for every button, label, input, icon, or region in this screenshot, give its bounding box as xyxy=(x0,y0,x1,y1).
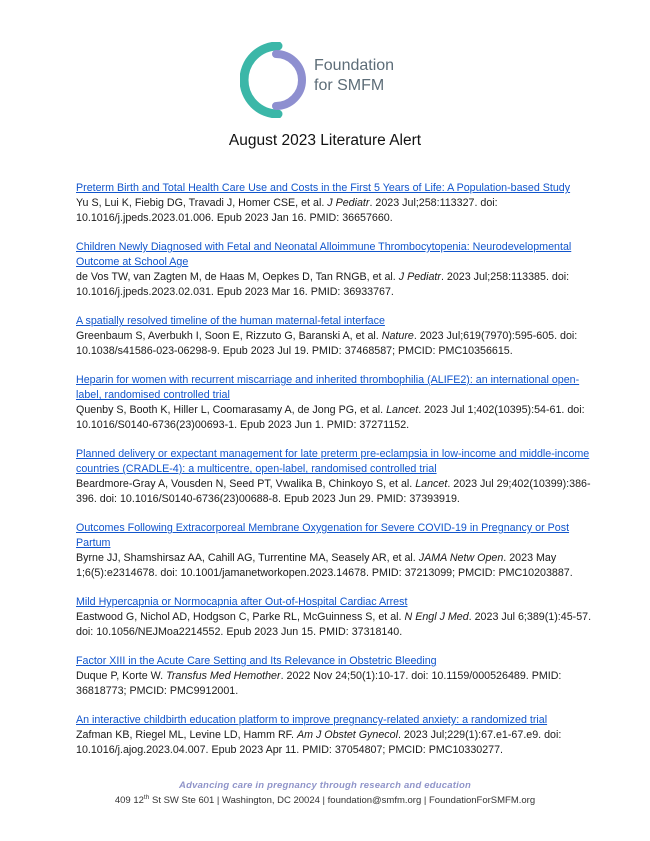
address-rest: St SW Ste 601 | Washington, DC 20024 | foundation@smfm.org | FoundationForSMFM.org xyxy=(149,795,536,807)
citation-details: . 2023 May 1;6(5):e2314678. doi: 10.1001/jamanetworkopen.2023.14678. PMID: 37213099; PMCID: PMC10203887. xyxy=(76,552,573,579)
article-link[interactable]: Preterm Birth and Total Health Care Use and Costs in the First 5 Years of Life: A Population-based Study xyxy=(76,182,571,194)
citation xyxy=(76,552,573,579)
article-link[interactable]: Children Newly Diagnosed with Fetal and Neonatal Alloimmune Thrombocytopenia: Neurodevelopmental Outcome at School Age xyxy=(76,241,572,268)
citation-details: . 2023 Jul;258:113327. doi: 10.1016/j.jpeds.2023.01.006. Epub 2023 Jan 16. PMID: 36657660. xyxy=(76,197,498,224)
address-number: 409 12 xyxy=(114,795,144,807)
foundation-logo xyxy=(240,42,420,118)
literature-list xyxy=(76,181,596,772)
citation-authors: Quenby S, Booth K, Hiller L, Coomarasamy A, de Jong PG, et al. xyxy=(76,404,384,416)
page-title: August 2023 Literature Alert xyxy=(228,132,422,149)
citation-details: . 2023 Jul 6;389(1):45-57. doi: 10.1056/NEJMoa2214552. Epub 2023 Jun 15. PMID: 37318140. xyxy=(76,611,592,638)
literature-entry xyxy=(76,447,596,507)
logo-line-1: Foundation xyxy=(314,57,395,74)
literature-entry xyxy=(76,595,596,640)
citation xyxy=(76,330,577,357)
citation-authors: Zafman KB, Riegel ML, Levine LD, Hamm RF. xyxy=(76,729,294,741)
citation-journal: Lancet xyxy=(386,404,419,416)
citation-journal: J Pediatr xyxy=(398,271,441,283)
article-link[interactable]: A spatially resolved timeline of the human maternal-fetal interface xyxy=(76,315,385,327)
article-link[interactable]: Outcomes Following Extracorporeal Membrane Oxygenation for Severe COVID-19 in Pregnancy or Post Partum xyxy=(76,522,570,549)
article-link[interactable]: An interactive childbirth education platform to improve pregnancy-related anxiety: a randomized trial xyxy=(76,714,548,726)
citation-details: . 2023 Jul;619(7970):595-605. doi: 10.1038/s41586-023-06298-9. Epub 2023 Jul 19. PMID: 37468587; PMCID: PMC10356615. xyxy=(76,330,578,357)
citation-journal: Nature xyxy=(381,330,414,342)
citation-journal: Am J Obstet Gynecol xyxy=(296,729,398,741)
literature-entry xyxy=(76,654,596,699)
citation xyxy=(76,729,561,756)
citation-details: . 2023 Jul 1;402(10395):54-61. doi: 10.1016/S0140-6736(23)00693-1. Epub 2023 Jun 1. PMID: 37271152. xyxy=(76,404,585,431)
citation-journal: Lancet xyxy=(415,478,448,490)
citation-details: . 2023 Jul 29;402(10399):386-396. doi: 10.1016/S0140-6736(23)00688-8. Epub 2023 Jun 29. PMID: 37393919. xyxy=(76,478,591,505)
citation xyxy=(76,404,585,431)
logo-text xyxy=(314,56,394,96)
logo-line-2: for SMFM xyxy=(314,77,385,94)
citation-authors: Duque P, Korte W. xyxy=(76,670,164,682)
citation-authors: Beardmore-Gray A, Vousden N, Seed PT, Vwalika B, Chinkoyo S, et al. xyxy=(76,478,413,490)
literature-entry xyxy=(76,373,596,433)
footer-address xyxy=(0,794,650,806)
citation-authors: Greenbaum S, Averbukh I, Soon E, Rizzuto G, Baranski A, et al. xyxy=(76,330,379,342)
footer-tagline: Advancing care in pregnancy through research and education xyxy=(179,780,471,791)
article-link[interactable]: Planned delivery or expectant management for late preterm pre-eclampsia in low-income and middle-income countries (CRADLE-4): a multicentre, open-label, randomised controlled trial xyxy=(76,448,590,475)
citation xyxy=(76,670,561,697)
citation xyxy=(76,271,569,298)
address-superscript: th xyxy=(143,794,150,801)
citation xyxy=(76,197,498,224)
logo-swirl-icon xyxy=(240,42,310,118)
article-link[interactable]: Heparin for women with recurrent miscarriage and inherited thrombophilia (ALIFE2): an international open-label, randomised controlled trial xyxy=(76,374,580,401)
citation-details: . 2022 Nov 24;50(1):10-17. doi: 10.1159/000526489. PMID: 36818773; PMCID: PMC9912001. xyxy=(76,670,562,697)
literature-entry xyxy=(76,181,596,226)
citation-details: . 2023 Jul;229(1):67.e1-67.e9. doi: 10.1016/j.ajog.2023.04.007. Epub 2023 Apr 11. PMID: 37054807; PMCID: PMC10330277. xyxy=(76,729,562,756)
citation-journal: JAMA Netw Open xyxy=(418,552,504,564)
citation xyxy=(76,478,591,505)
literature-entry xyxy=(76,314,596,359)
literature-entry xyxy=(76,521,596,581)
citation-details: . 2023 Jul;258:113385. doi: 10.1016/j.jpeds.2023.02.031. Epub 2023 Mar 16. PMID: 36933767. xyxy=(76,271,570,298)
citation-journal: N Engl J Med xyxy=(404,611,469,623)
citation-authors: Yu S, Lui K, Fiebig DG, Travadi J, Homer CSE, et al. xyxy=(76,197,325,209)
article-link[interactable]: Factor XIII in the Acute Care Setting and Its Relevance in Obstetric Bleeding xyxy=(76,655,437,667)
article-link[interactable]: Mild Hypercapnia or Normocapnia after Out-of-Hospital Cardiac Arrest xyxy=(76,596,408,608)
literature-entry xyxy=(76,713,596,758)
page-footer xyxy=(0,780,650,806)
citation xyxy=(76,611,591,638)
citation-authors: Byrne JJ, Shamshirsaz AA, Cahill AG, Turrentine MA, Seasely AR, et al. xyxy=(76,552,416,564)
citation-authors: de Vos TW, van Zagten M, de Haas M, Oepkes D, Tan RNGB, et al. xyxy=(76,271,396,283)
citation-journal: J Pediatr xyxy=(327,197,370,209)
citation-journal: Transfus Med Hemother xyxy=(166,670,281,682)
literature-entry xyxy=(76,240,596,300)
citation-authors: Eastwood G, Nichol AD, Hodgson C, Parke RL, McGuinness S, et al. xyxy=(76,611,402,623)
